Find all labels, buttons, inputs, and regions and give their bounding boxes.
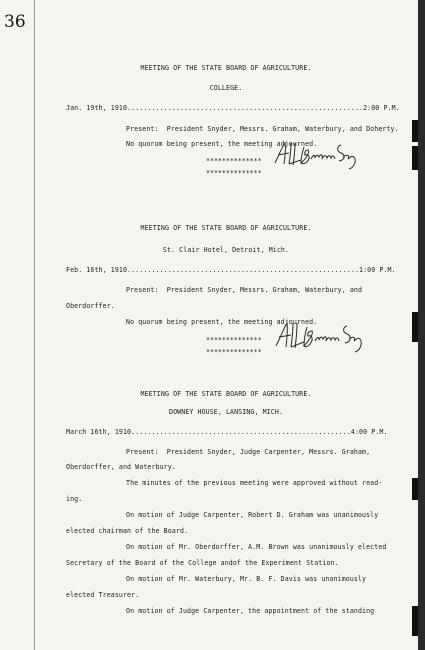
meeting-location: DOWNEY HOUSE, LANSING, MICH. bbox=[169, 408, 283, 416]
minutes-line: Oberdorffer. bbox=[66, 302, 115, 310]
minutes-line: On motion of Judge Carpenter, the appointment of the standing bbox=[126, 607, 375, 615]
secretary-signature bbox=[272, 316, 370, 356]
minutes-line: Oberdorffer, and Waterbury. bbox=[66, 463, 176, 471]
binding-tab bbox=[412, 606, 418, 636]
minutes-line: No quorum being present, the meeting adjourned. bbox=[126, 318, 318, 326]
minutes-line: Present: President Snyder, Messrs. Graham, Waterbury, and bbox=[126, 286, 363, 294]
binding-tab bbox=[412, 478, 418, 500]
meeting-heading: MEETING OF THE STATE BOARD OF AGRICULTURE. bbox=[140, 64, 312, 72]
minutes-line: On motion of Mr. Oberdorffer, A.M. Brown was unanimously elected bbox=[126, 543, 387, 551]
minutes-line: Present: President Snyder, Messrs. Graham, Waterbury, and Doherty. bbox=[126, 125, 399, 133]
minutes-line: The minutes of the previous meeting were approved without read- bbox=[126, 479, 383, 487]
separator-stars: ************** bbox=[206, 157, 262, 165]
page-edge-shadow bbox=[418, 0, 425, 650]
minutes-line: ing. bbox=[66, 495, 83, 503]
separator-stars: ************** bbox=[206, 336, 262, 344]
meeting-date-line: Feb. 16th, 1910.........................................................1:00 P.M. bbox=[66, 266, 396, 274]
meeting-heading: MEETING OF THE STATE BOARD OF AGRICULTURE. bbox=[140, 390, 312, 398]
meeting-location: COLLEGE. bbox=[209, 84, 243, 92]
binding-tab bbox=[412, 146, 418, 170]
meeting-date-line: March 16th, 1910......................................................4:00 P.M. bbox=[66, 428, 388, 436]
secretary-signature bbox=[271, 137, 363, 171]
meeting-location: St. Clair Hotel, Detroit, Mich. bbox=[162, 246, 290, 254]
binding-tab bbox=[412, 312, 418, 342]
minutes-line: On motion of Judge Carpenter, Robert D. Graham was unanimously bbox=[126, 511, 379, 519]
meeting-date-line: Jan. 19th, 1910..........................................................2:00 P.M. bbox=[66, 104, 400, 112]
page-number: 36 bbox=[4, 12, 26, 32]
meeting-heading: MEETING OF THE STATE BOARD OF AGRICULTURE. bbox=[140, 224, 312, 232]
separator-stars: ************** bbox=[206, 169, 262, 177]
minutes-line: elected Treasurer. bbox=[66, 591, 140, 599]
minutes-line: No quorum being present, the meeting adjourned. bbox=[126, 140, 318, 148]
minutes-line: Secretary of the Board of the College andof the Experiment Station. bbox=[66, 559, 339, 567]
minutes-line: elected chairman of the Board. bbox=[66, 527, 189, 535]
minutes-line: On motion of Mr. Waterbury, Mr. B. F. Davis was unanimously bbox=[126, 575, 367, 583]
minutes-line: Present: President Snyder, Judge Carpenter, Messrs. Graham, bbox=[126, 448, 371, 456]
binding-tab bbox=[412, 120, 418, 142]
separator-stars: ************** bbox=[206, 348, 262, 356]
margin-rule bbox=[34, 0, 35, 650]
